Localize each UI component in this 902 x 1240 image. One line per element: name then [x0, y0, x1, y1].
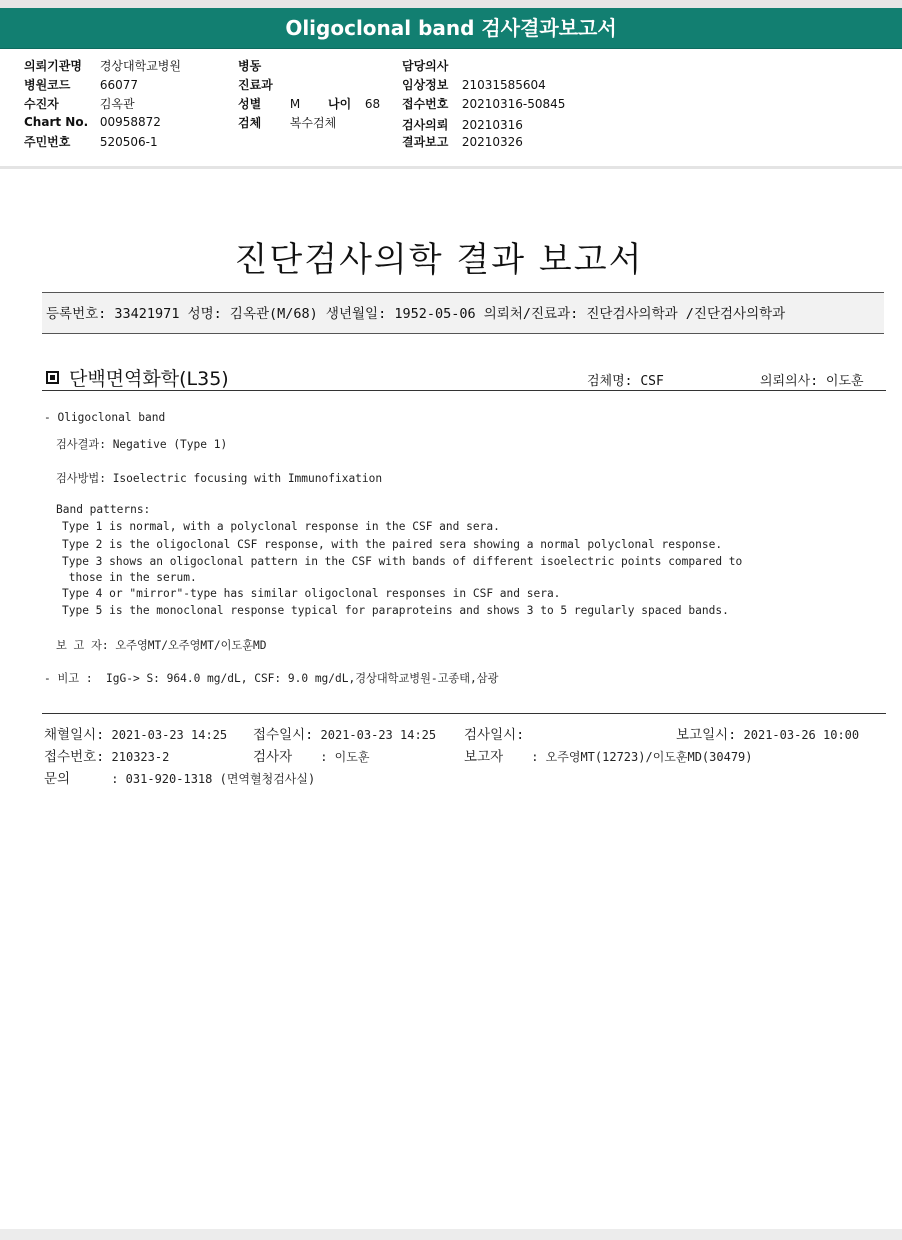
test-method: 검사방법: Isoelectric focusing with Immunofixation — [56, 472, 383, 485]
header-value: 00958872 — [99, 115, 161, 129]
footer-label: 보고자 — [464, 749, 504, 765]
header-field-result-report — [402, 133, 523, 150]
header-value: 20210316-50845 — [461, 97, 566, 111]
header-label: 결과보고 — [402, 135, 449, 149]
footer-value: 2021-03-23 14:25 — [111, 728, 228, 742]
header-label: 검체 — [238, 116, 262, 130]
header-label: 진료과 — [238, 78, 273, 92]
header-label: 성별 — [238, 97, 262, 111]
footer-value: : 이도훈 — [320, 750, 370, 764]
section-header — [42, 362, 886, 391]
band-pattern-line: Type 4 or "mirror"-type has similar oligoclonal responses in CSF and sera. — [62, 587, 561, 600]
band-pattern-line: Type 3 shows an oligoclonal pattern in the CSF with bands of different isoelectric points compared to — [62, 555, 743, 568]
header-field-test-request — [402, 116, 523, 133]
header-label: 나이 — [328, 97, 352, 111]
footer-tester — [253, 745, 369, 765]
header-label: 병원코드 — [24, 78, 71, 92]
header-label: 임상정보 — [402, 78, 449, 92]
band-patterns-header: Band patterns: — [56, 503, 151, 516]
header-value: 520506-1 — [99, 135, 158, 149]
header-field-attending-doctor — [402, 57, 462, 74]
header-value: 21031585604 — [461, 78, 546, 92]
header-value: 김옥관 — [99, 97, 135, 111]
header-separator — [0, 166, 902, 169]
header-value: 20210316 — [461, 118, 523, 132]
footer-receipt-time — [253, 723, 436, 743]
footer-report-time — [676, 723, 859, 743]
header-value: 경상대학교병원 — [99, 59, 181, 73]
footer-inquiry — [44, 767, 315, 787]
section-specimen: 검체명: CSF — [587, 374, 664, 389]
footer-receipt-number — [44, 745, 169, 765]
square-bullet-icon — [46, 371, 59, 384]
footer-value: 2021-03-26 10:00 — [743, 728, 860, 742]
footer-collection-time — [44, 723, 227, 743]
header-field-age — [328, 95, 380, 112]
band-pattern-line: Type 2 is the oligoclonal CSF response, with the paired sera showing a normal polyclonal response. — [62, 538, 723, 551]
test-name: - Oligoclonal band — [44, 411, 166, 424]
footer-value: 2021-03-23 14:25 — [320, 728, 437, 742]
reporter-line: 보 고 자: 오주영MT/오주영MT/이도훈MD — [56, 639, 267, 652]
header-value: 20210326 — [461, 135, 523, 149]
header-label: 의뢰기관명 — [24, 59, 82, 73]
footer-value: : 오주영MT(12723)/이도훈MD(30479) — [531, 750, 753, 764]
remark-line: - 비고 : IgG-> S: 964.0 mg/dL, CSF: 9.0 mg/dL,경상대학교병원-고종태,삼광 — [44, 672, 499, 685]
header-field-specimen — [238, 114, 336, 131]
header-field-receipt-no — [402, 95, 565, 112]
footer-label: 접수일시: — [253, 727, 314, 743]
footer-label: 검사자 — [253, 749, 293, 765]
footer-value: 210323-2 — [111, 750, 170, 764]
header-value: M — [289, 97, 301, 111]
footer-label: 접수번호: — [44, 749, 105, 765]
header-value: 68 — [364, 97, 381, 111]
header-field-patient — [24, 95, 135, 112]
header-label: 수진자 — [24, 97, 59, 111]
header-field-sex — [238, 95, 300, 112]
footer-label: 보고일시: — [676, 727, 737, 743]
header-field-ward — [238, 57, 290, 74]
header-value: 복수검체 — [289, 116, 337, 130]
document-title: 진단검사의학 결과 보고서 — [234, 240, 644, 280]
section-referring-doctor: 의뢰의사: 이도훈 — [760, 374, 864, 389]
band-pattern-line: those in the serum. — [62, 571, 197, 584]
test-result: 검사결과: Negative (Type 1) — [56, 438, 228, 451]
header-field-department — [238, 76, 290, 93]
bottom-strip — [0, 1229, 902, 1240]
report-title-bar: Oligoclonal band 검사결과보고서 — [0, 8, 902, 49]
band-pattern-line: Type 5 is the monoclonal response typical for paraproteins and shows 3 to 5 regularly spaced bands. — [62, 604, 729, 617]
header-field-clinical-info — [402, 76, 546, 93]
header-label: 접수번호 — [402, 97, 449, 111]
footer-label: 검사일시: — [464, 727, 525, 743]
footer-label: 문의 — [44, 771, 71, 787]
header-label: 검사의뢰 — [402, 118, 449, 132]
header-label: Chart No. — [24, 115, 89, 129]
footer-label: 채혈일시: — [44, 727, 105, 743]
header-label: 주민번호 — [24, 135, 71, 149]
header-field-resident-no — [24, 133, 158, 150]
header-field-chart-no — [24, 115, 161, 129]
patient-info-bar: 등록번호: 33421971 성명: 김옥관(M/68) 생년월일: 1952-05-06 의뢰처/진료과: 진단검사의학과 /진단검사의학과 — [42, 292, 884, 334]
top-strip — [0, 0, 902, 8]
footer-value: : 031-920-1318 (면역혈청검사실) — [111, 772, 316, 786]
header-label: 병동 — [238, 59, 262, 73]
header-label: 담당의사 — [402, 59, 449, 73]
header-field-hospital-code — [24, 76, 138, 93]
band-pattern-line: Type 1 is normal, with a polyclonal response in the CSF and sera. — [62, 520, 500, 533]
section-title — [46, 364, 229, 391]
footer-rule — [42, 713, 886, 714]
section-title-text: 단백면역화학(L35) — [69, 368, 229, 390]
header-value: 66077 — [99, 78, 139, 92]
footer-test-time — [464, 723, 524, 743]
footer-reporter — [464, 745, 753, 765]
header-field-institution — [24, 57, 181, 74]
